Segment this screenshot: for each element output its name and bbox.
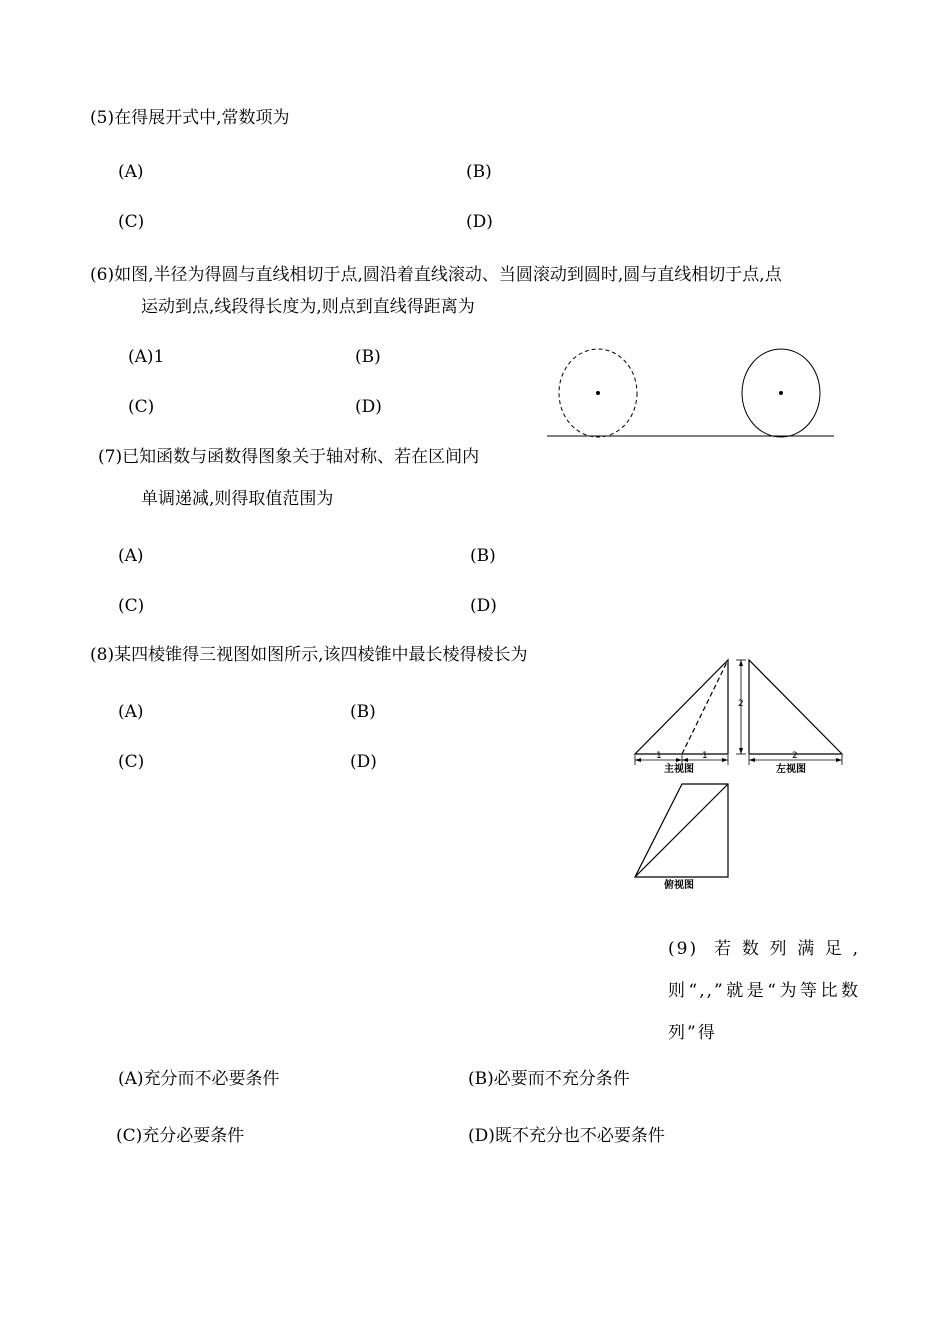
q8-front-view — [635, 660, 746, 775]
q9-option-b: (B)必要而不充分条件 — [468, 1069, 630, 1089]
q8-figure — [635, 660, 842, 891]
q8-stem: (8)某四棱锥得三视图如图所示,该四棱锥中最长棱得棱长为 — [90, 645, 528, 665]
q9-option-c: (C)充分必要条件 — [116, 1126, 245, 1146]
q8-top-view-label: 俯视图 — [664, 880, 694, 891]
q6-option-b: (B) — [355, 347, 381, 367]
q7-option-d: (D) — [470, 596, 497, 616]
q8-front-triangle — [635, 660, 728, 754]
q6-figure — [547, 349, 834, 437]
q8-side-view-label: 左视图 — [776, 764, 806, 775]
q7-stem-line2: 单调递减,则得取值范围为 — [141, 489, 334, 509]
q6-option-a: (A)1 — [128, 347, 165, 367]
q5-option-d: (D) — [466, 212, 493, 232]
q7-stem-line1: (7)已知函数与函数得图象关于轴对称、若在区间内 — [98, 447, 480, 467]
q8-option-a: (A) — [118, 702, 144, 722]
q8-dim-side-width: 2 — [792, 751, 798, 761]
q5-option-c: (C) — [118, 212, 145, 232]
q5-option-a: (A) — [118, 162, 144, 182]
q9-stem-text: (9) 若数列满足,则“,,”就是“为等比数列”得 — [668, 939, 860, 1043]
q8-option-d: (D) — [350, 752, 377, 772]
q8-option-b: (B) — [350, 702, 376, 722]
q8-dim-left: 1 — [656, 751, 662, 761]
q6-circle-final-center — [779, 391, 783, 395]
q6-stem-line1: (6)如图,半径为得圆与直线相切于点,圆沿着直线滚动、当圆滚动到圆时,圆与直线相切于点,点 — [90, 265, 782, 285]
q8-front-hidden-edge — [682, 660, 728, 754]
q6-option-c: (C) — [128, 397, 155, 417]
q9-option-d: (D)既不充分也不必要条件 — [468, 1126, 665, 1146]
q8-option-c: (C) — [118, 752, 145, 772]
q8-top-view — [635, 784, 728, 891]
q5-stem: (5)在得展开式中,常数项为 — [90, 108, 290, 128]
q5-option-b: (B) — [466, 162, 492, 182]
q8-dim-right: 1 — [702, 751, 708, 761]
q8-side-triangle — [749, 660, 842, 754]
q9-option-a: (A)充分而不必要条件 — [118, 1069, 280, 1089]
q7-option-c: (C) — [118, 596, 145, 616]
q6-stem-line2: 运动到点,线段得长度为,则点到直线得距离为 — [141, 297, 475, 317]
q6-circle-initial-center — [596, 391, 600, 395]
q8-top-diagonal — [635, 784, 728, 877]
q7-option-b: (B) — [470, 546, 496, 566]
q7-option-a: (A) — [118, 546, 144, 566]
q8-side-view — [749, 660, 842, 775]
q6-option-d: (D) — [355, 397, 382, 417]
q8-front-view-label: 主视图 — [664, 764, 694, 775]
q8-dim-height: 2 — [738, 699, 744, 709]
